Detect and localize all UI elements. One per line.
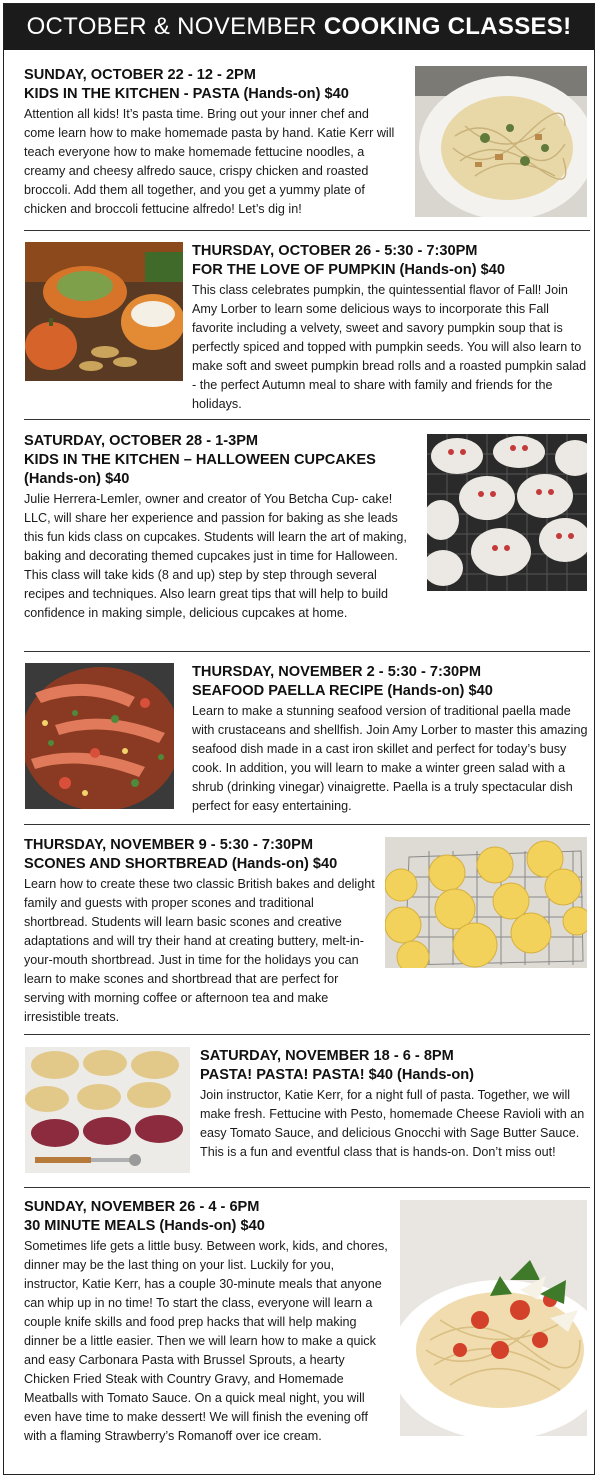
class-7-description: Sometimes life gets a little busy. Between work, kids, and chores, dinner may be the last thing on your list. Luckily for you, instructor, Katie Kerr, has a couple 30-minute meals that anyone can whip up in no time! To start the class, everyone will learn a couple knife skills and food prep hacks that will help making dinner be a little easier. Then we will learn how to make a quick and easy Carbonara Pasta with Brussel Sprouts, a hearty Chicken Fried Steak with Country Gravy, and Homemade Meatballs with Tomato Sauce. On a quick meal night, you will even have time to make dessert! We will finish the evening off with a flaming Strawberry’s Romanoff over ice cream. [24,1239,388,1443]
class-2-date: THURSDAY, OCTOBER 26 - 5:30 - 7:30PM [192,243,478,259]
divider [24,1034,590,1035]
pumpkin-dishes-photo [25,242,183,381]
title-bold: COOKING CLASSES! [323,13,572,40]
class-3 [24,432,416,623]
class-6 [200,1047,592,1162]
class-4-name: SEAFOOD PAELLA RECIPE (Hands-on) $40 [192,683,493,699]
class-5-date: THURSDAY, NOVEMBER 9 - 5:30 - 7:30PM [24,837,313,853]
class-2-name: FOR THE LOVE OF PUMPKIN (Hands-on) $40 [192,262,505,278]
pasta-alfredo-photo [415,66,587,217]
class-4 [192,663,592,816]
title-light: OCTOBER & NOVEMBER [26,13,317,40]
class-5-description: Learn how to create these two classic British bakes and delight family and guests with proper scones and traditional shortbread. Students will learn basic scones and creative adaptations and will try their hand at creating buttery, melt-in- your-mouth shortbread. Just in time for the holidays you can learn to make scones and shortbread that are perfect for serving with morning coffee or afternoon tea and make irresistible treats. [24,877,375,1024]
class-1 [24,66,402,219]
flyer-frame [3,3,595,1475]
class-1-description: Attention all kids! It’s pasta time. Bring out your inner chef and come learn how to make homemade pasta by hand. Katie Kerr will teach everyone how to make homemade fettucine noodles, a creamy and cheesy alfredo sauce, crispy chicken and roasted broccoli. Add them all together, and you get a yummy plate of chicken and broccoli fettucine alfredo! Let’s dig in! [24,107,395,216]
class-1-name: KIDS IN THE KITCHEN - PASTA (Hands-on) $40 [24,86,349,102]
divider [24,824,590,825]
shortbread-cookies-photo [385,837,587,968]
class-7-name: 30 MINUTE MEALS (Hands-on) $40 [24,1218,265,1234]
class-1-date: SUNDAY, OCTOBER 22 - 12 - 2PM [24,67,256,83]
class-5-name: SCONES AND SHORTBREAD (Hands-on) $40 [24,856,338,872]
seafood-paella-photo [25,663,174,809]
fresh-pasta-photo [25,1047,190,1173]
class-6-name: PASTA! PASTA! PASTA! $40 (Hands-on) [200,1067,475,1083]
spaghetti-meal-photo [400,1200,587,1436]
class-6-date: SATURDAY, NOVEMBER 18 - 6 - 8PM [200,1048,454,1064]
divider [24,1187,590,1188]
page-title [4,4,594,50]
class-2-description: This class celebrates pumpkin, the quintessential flavor of Fall! Join Amy Lorber to learn some delicious ways to incorporate this Fall favorite including a velvety, sweet and savory pumpkin soup that is perfectly spiced and topped with pumpkin seeds. You will also learn to make soft and sweet pumpkin bread rolls and a roasted pumpkin salad - the perfect Autumn meal to share with family and friends for the holidays. [192,283,587,411]
class-3-description: Julie Herrera-Lemler, owner and creator of You Betcha Cup- cake! LLC, will share her experience and passion for baking as she leads this fun kids class on cupcakes. Students will learn the art of making, baking and decorating themed cupcakes just in time for Halloween. This class will take kids (8 and up) step by step through several recipes and techniques. Also learn great tips that will help to build confidence in making simple, delicious cupcakes at home. [24,492,407,620]
class-3-date: SATURDAY, OCTOBER 28 - 1-3PM [24,433,259,449]
class-4-description: Learn to make a stunning seafood version of traditional paella made with crustaceans and shellfish. Join Amy Lorber to master this amazing seafood dish made in a cast iron skillet and perfect for today’s busy cook. In addition, you will learn to make a winter green salad with a shrub (drinking vinegar) vinaigrette. Paella is a truly spectacular dish perfect for easy entertaining. [192,704,588,813]
divider [24,419,590,420]
mummy-cupcakes-photo [427,434,587,591]
class-2 [192,242,592,414]
class-7 [24,1198,392,1446]
class-5 [24,836,376,1027]
class-4-date: THURSDAY, NOVEMBER 2 - 5:30 - 7:30PM [192,664,481,680]
class-6-description: Join instructor, Katie Kerr, for a night full of pasta. Together, we will make fresh. Fettucine with Pesto, homemade Cheese Ravioli with an easy Tomato Sauce, and delicious Gnocchi with Sage Butter Sauce. This is a fun and eventful class that is hands-on. Don’t miss out! [200,1088,585,1159]
divider [24,651,590,652]
divider [24,230,590,231]
class-7-date: SUNDAY, NOVEMBER 26 - 4 - 6PM [24,1199,260,1215]
class-3-name: KIDS IN THE KITCHEN – HALLOWEEN CUPCAKES (Hands-on) $40 [24,452,376,487]
